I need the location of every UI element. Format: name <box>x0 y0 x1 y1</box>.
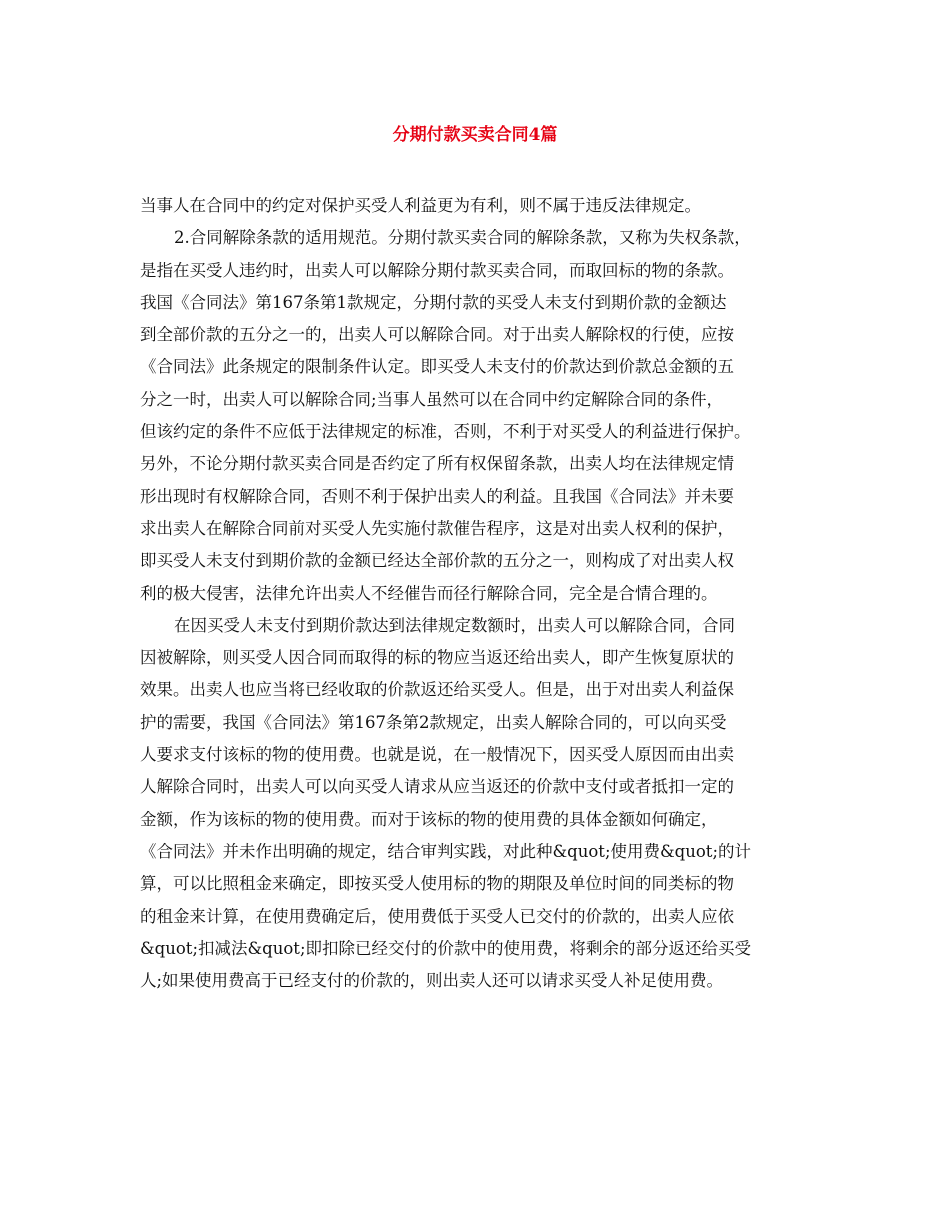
text-line: 当事人在合同中的约定对保护买受人利益更为有利，则不属于违反法律规定。 <box>140 196 701 215</box>
text-line: 到全部价款的五分之一的，出卖人可以解除合同。对于出卖人解除权的行使，应按 <box>140 325 734 345</box>
text-line: 护的需要，我国《合同法》第167条第2款规定，出卖人解除合同的，可以向买受 <box>140 712 727 732</box>
text-line: 分之一时，出卖人可以解除合同;当事人虽然可以在合同中约定解除合同的条件， <box>140 389 724 409</box>
text-line: 《合同法》此条规定的限制条件认定。即买受人未支付的价款达到价款总金额的五 <box>140 357 734 377</box>
text-line: 求出卖人在解除合同前对买受人先实施付款催告程序，这是对出卖人权利的保护， <box>140 518 734 538</box>
text-line: 我国《合同法》第167条第1款规定，分期付款的买受人未支付到期价款的金额达 <box>140 292 727 312</box>
text-line: 人;如果使用费高于已经支付的价款的，则出卖人还可以请求买受人补足使用费。 <box>140 971 724 991</box>
document-body <box>140 190 816 997</box>
text-line: 人解除合同时，出卖人可以向买受人请求从应当返还的价款中支付或者抵扣一定的 <box>140 777 734 797</box>
text-line: 但该约定的条件不应低于法律规定的标准，否则，不利于对买受人的利益进行保护。 <box>140 422 751 442</box>
text-line: 是指在买受人违约时，出卖人可以解除分期付款买卖合同，而取回标的物的条款。 <box>140 260 734 280</box>
text-line: 金额，作为该标的物的使用费。而对于该标的物的使用费的具体金额如何确定， <box>140 809 718 829</box>
text-line: 因被解除，则买受人因合同而取得的标的物应当返还给出卖人，即产生恢复原状的 <box>140 648 734 668</box>
text-line: 形出现时有权解除合同，否则不利于保护出卖人的利益。且我国《合同法》并未要 <box>140 486 734 506</box>
text-line: 另外，不论分期付款买卖合同是否约定了所有权保留条款，出卖人均在法律规定情 <box>140 454 734 474</box>
text-line: 人要求支付该标的物的使用费。也就是说，在一般情况下，因买受人原因而由出卖 <box>140 745 734 765</box>
text-line: 《合同法》并未作出明确的规定，结合审判实践，对此种&quot;使用费&quot;的计 <box>140 841 751 861</box>
text-line: 算，可以比照租金来确定，即按买受人使用标的物的期限及单位时间的同类标的物 <box>140 874 734 894</box>
text-line: 利的极大侵害，法律允许出卖人不经催告而径行解除合同，完全是合情合理的。 <box>140 583 718 603</box>
text-line: 的租金来计算，在使用费确定后，使用费低于买受人已交付的价款的，出卖人应依 <box>140 906 734 926</box>
text-line: &quot;扣减法&quot;即扣除已经交付的价款中的使用费，将剩余的部分返还给买受 <box>140 938 751 958</box>
text-line: 即买受人未支付到期价款的金额已经达全部价款的五分之一，则构成了对出卖人权 <box>140 551 734 571</box>
text-line: 效果。出卖人也应当将已经收取的价款返还给买受人。但是，出于对出卖人利益保 <box>140 680 734 700</box>
text-line: 在因买受人未支付到期价款达到法律规定数额时，出卖人可以解除合同，合同 <box>174 615 735 635</box>
document-title: 分期付款买卖合同4篇 <box>392 125 558 145</box>
text-line: 2.合同解除条款的适用规范。分期付款买卖合同的解除条款，又称为失权条款， <box>174 228 751 248</box>
